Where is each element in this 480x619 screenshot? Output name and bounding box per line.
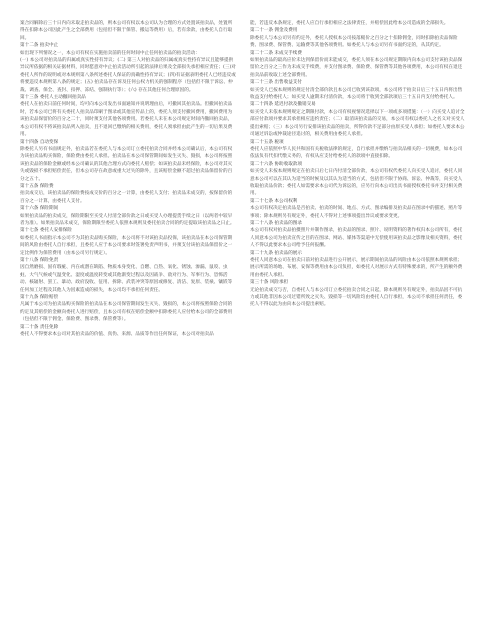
article-heading: 第二十二条 未成交手续费	[250, 50, 302, 56]
article-heading: 第二十八条 拍卖品的图录	[250, 220, 302, 226]
paragraph: 如买受人未依本规则规定之期限付款，本公司有权视情况选择以下一项或多项措施：（一）向买受人追讨全部应付款项并要求其承担相应违约责任；（二）取消该拍卖品的交易，本公司有权以委托人之名义对买受人提出索赔；（三）本公司另行安排该拍卖品的拍卖，所得价款不足部分由原买受人承担；如委托人要求本公司通过诉讼或仲裁途径追讨的，相关费用由委托人承担。	[250, 109, 465, 138]
paragraph: 拍卖成交后，该拍卖品的保险费按成交价的百分之一计算，由委托人支付；拍卖品未成交的，按保留价的百分之一计算，由委托人支付。	[20, 191, 233, 204]
paragraph: 能，若违反本条规定，委托人应自行承担相应之法律责任，并赔偿因此给本公司造成的全部损失。	[250, 21, 449, 26]
paragraph: 如买受人已按本规则的规定付清全部价款且本公司已收到该款项，本公司将于拍卖日后三十五日内将出售收益支付给委托人；如买受人逾期未付清价款，本公司将于收到全部款项后三十五日内支付给委托人。	[250, 87, 463, 101]
paragraph: 除委托人与本公司另有约定外，委托人授权本公司按落槌价之百分之十扣除佣金，同时扣除拍卖品保险费、图录费、保管费、运输费等其他各项费用。如委托人与本公司另有书面约定的，从其约定。	[250, 35, 458, 49]
paragraph: 无论拍卖成交与否，自委托人与本公司订立委托拍卖合同之日起，除本规则另有规定外，拍卖品因不可抗力或其他非因本公司过错所致之灭失、毁损等一切风险均由委托人自行承担，本公司不承担任何责任，委托人不得以此为由向本公司提出索赔。	[250, 287, 463, 308]
right-column	[250, 20, 466, 619]
article-heading: 第十九条 保险赔偿	[20, 295, 59, 301]
paragraph: 除委托人另有书面规定外，拍卖品若在委托人与本公司订立委托拍卖合同并经本公司确认后，本公司有权为该拍卖品购买保险，保险费由委托人承担。拍卖品在本公司保管期间如发生灭失、毁损，本公司将按照该拍卖品的保险金额或经本公司确认的其他合理方式向委托人赔偿；如该拍卖品未经保险，本公司对其灭失或毁损不承担赔偿责任，但本公司存在故意或重大过失的除外，且该赔偿金额不超过拍卖品保留价的百分之五十。	[20, 146, 233, 182]
paragraph: 如出现下列情况之一，本公司有权在实施拍卖前的任何时间中止任何拍卖品的拍卖活动：	[20, 50, 200, 56]
article-heading: 第二十条 责任免除	[20, 324, 59, 330]
article-heading: 第三十条 风险承担	[250, 280, 289, 286]
paragraph: 如买受人未按本规则规定在拍卖日后七日内付清全部价款，本公司有权代委托人向买受人追讨，委托人同意本公司可以在其认为适当的时候及以其认为适当的方式，包括但不限于协商、诉讼、仲裁等，向买受人收取拍卖品价款；委托人如需要求本公司代为诉讼的，应另行向本公司出具书面授权委托书并支付相关费用。	[250, 169, 463, 197]
paragraph: 如委托人书面指示本公司不为其拍卖品购买保险，本公司将不对该拍卖品投保，该拍卖品在本公司保管期间的风险由委托人自行承担，且委托人应于本公司要求时签署免责声明书，并须支付该拍卖品保留价之一定比例作为保管费用（由本公司另行规定）。	[20, 235, 233, 256]
article-heading: 第十八条 保险免责	[20, 258, 59, 263]
paragraph: 本公司有权决定拍卖品是否拍卖、拍卖的时间、地点、方式、图录编排及拍卖品在图录中的描述、照片等事项；除本规则另有规定外，委托人不得对上述事项提出异议或要求变更。	[250, 206, 463, 219]
paragraph: 本公司有权对拍卖品拍摄照片并制作图录，拍卖品的图录、照片、说明资料的著作权归本公司所有，委托人同意本公司为拍卖宣传之目的在图录、网站、媒体等渠道中无偿使用该拍卖品之影像及相关资料，委托人不得以此要求本公司给予任何报酬。	[250, 228, 463, 249]
paragraph: 委托人同意本公司在拍卖日前对拍卖品进行公开展示，展示期间拍卖品的风险由本公司依照本规则承担；展示所需的场地、布展、安保等费用由本公司负担，如委托人对展示方式有特殊要求的，所产生的额外费用由委托人承担。	[250, 258, 463, 278]
article-heading: 第十六条 保险期间	[20, 206, 59, 212]
paragraph: (一) 本公司对拍卖品的归属或真实性持有异议；(二) 第三人对拍卖品的归属或真实性持有异议且能够提供异议所依据的相关证据材料，同时愿意对中止拍卖活动所引起的法律后果及全部损失承担相应责任；(三)对委托人所作的说明或对本规则第八条所述委托人保证的真确性持有异议；(四)有证据表明委托人已经违反或将要违反本规则第八条的规定；(五) 拍卖品存在诉及任何公权力机关的强制程序（包括但不限于诉讼、仲裁、调查、保全、查封、扣押、冻结、强制执行等）；(六) 存在其他任何合理原因的。	[20, 58, 236, 93]
article-heading: 第十四条 自动变保	[20, 139, 59, 145]
article-heading: 第二十五条 税项	[250, 139, 284, 145]
article-heading: 第十二条 拍卖中止	[20, 43, 59, 49]
article-heading: 第二十九条 拍卖品的展示	[250, 250, 302, 256]
article-heading: 第二十四条 延迟付款及撤销交易	[250, 102, 316, 108]
paragraph: 委托人在拍卖日前任何时间，均可向本公司发出书面通知并说明理由后，可撤回其拍卖品。但撤回拍卖品时，若本公司已将有关委托人拍卖品印刷于图录或其他宣传品上的，委托人须支付撤回费用，撤回费用为该拍卖品保留价的百分之二十，同时须支付其他各项费用。若委托人未在本公司规定时间内撤回拍卖品，本公司有权不将该拍卖品列入拍卖，且不退回已缴纳的相关费用，委托人须承担由此产生的一切后果及费用。	[20, 102, 233, 138]
paragraph: 因自然磨损、固有瑕疵、内在或潜在缺陷、物质本身变化、自燃、自热、氧化、锈蚀、渗漏、鼠咬、虫蛀、大气气候或气温变化、湿度或温度转变或其他渐变过程以及因战争、敌对行为、军事行为、恐怖活动、核辐射、罢工、暴动、政府没收、征用、拆除、武装冲突等原因或修复、清洁、复原、装裱、镶嵌等任何加工过程及其他人为因素造成的损失，本公司均不承担任何责任。	[20, 265, 233, 293]
paragraph: 委托人不得要求本公司对其拍卖品的价值、真伪、来源、品质等作出任何保证，本公司对拍卖品	[20, 332, 214, 338]
left-column	[20, 20, 236, 619]
paragraph: 如果拍卖品的拍卖成交，保险期限至买受人付清全部价款之日或买受人办理提货手续之日（以两者中较早者为准）。如果拍卖品未成交，保险期限至委托人依照本规则及委托拍卖合同的约定提取该拍卖品之日止。	[20, 213, 235, 226]
paragraph: 案合同解除后三十日内向未取走拍卖品的，则本公司有权以本公司认为合理的方式处置该拍卖品，处置所得在扣除本公司因此产生之全部费用（包括但不限于保管、搬运等费用）后，若有余款，由委托人自行取回。	[20, 21, 233, 41]
paragraph: 委托人应依照中华人民共和国有关税收法律的规定，自行承担并缴纳与拍卖品相关的一切税费，如本公司依法负有代扣代缴义务的，有权从应支付给委托人的款项中直接扣除。	[250, 146, 463, 160]
article-heading: 第十七条 委托人安排保险	[20, 228, 72, 234]
article-heading: 第二十三条 出售收益支付	[250, 80, 302, 86]
article-heading: 第十五条 保险费	[20, 183, 54, 189]
article-heading: 第二十七条 本公司权利	[250, 198, 298, 204]
article-heading: 第十三条 委托人主动撤回拍卖品	[20, 95, 86, 101]
article-heading: 第二十六条 协助收取款项	[250, 161, 302, 167]
paragraph: 凡属于本公司为拍卖品购买保险的拍卖品在本公司保管期间发生灭失、毁损的，本公司将按照保险合同的约定及其赔偿的金额向委托人进行赔偿，且本公司有权在赔偿金额中扣除委托人应付给本公司的全部费用（包括但不限于佣金、保险费、图录费、保管费等）。	[20, 302, 233, 323]
article-heading: 第二十一条 佣金及费用	[250, 28, 298, 34]
paragraph: 如果拍卖品的最高应价未达到保留价而未能成交，委托人须在本公司规定期限内向本公司支付该拍卖品保留价之百分之三作为未成交手续费，并支付图录费、保险费、保管费等其他各项费用，本公司有权在退还拍卖品前收取上述全部费用。	[250, 58, 463, 78]
